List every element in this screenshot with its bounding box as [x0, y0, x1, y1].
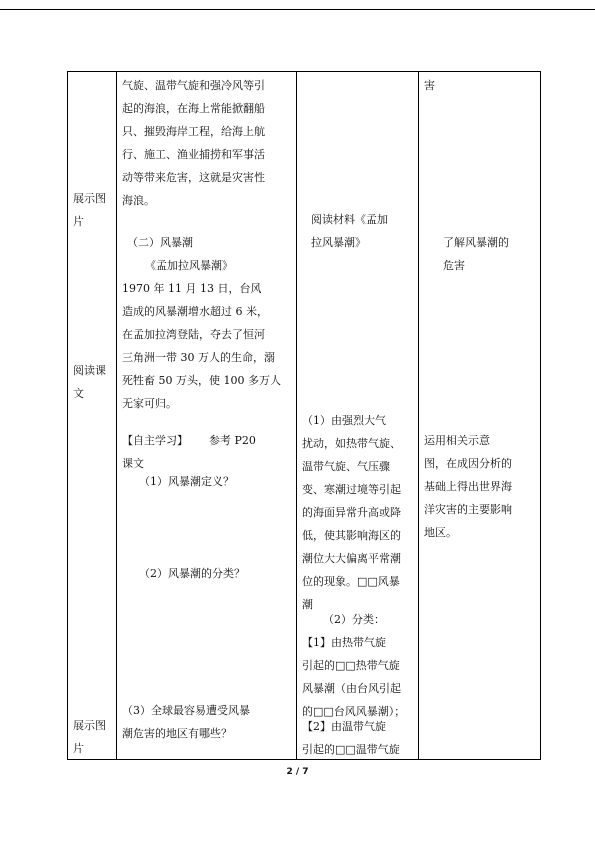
label-show-image-1: 展示图 片: [73, 192, 106, 228]
self-study-prompt: 【自主学习】 参考 P20 课文: [122, 434, 256, 470]
header-rule: [0, 9, 595, 10]
column-content: [117, 72, 297, 760]
label-read-text: 阅读课 文: [73, 364, 106, 400]
lesson-table: [67, 71, 541, 760]
question-3: （3）全球最容易遭受风暴 潮危害的地区有哪些？: [122, 704, 250, 740]
column-goal: [419, 72, 541, 760]
goal-understand-hazard: 了解风暴潮的 危害: [443, 236, 509, 272]
case-title: 《孟加拉风暴潮》: [145, 259, 233, 272]
reading-material: 阅读材料《孟加 拉风暴潮》: [311, 213, 388, 249]
question-1: （1）风暴潮定义？: [139, 475, 234, 488]
goal-fragment: 害: [424, 79, 435, 92]
case-paragraph: 1970 年 11 月 13 日，台风 造成的风暴潮增水超过 6 米， 在孟加拉湾登陆，夺去了恒河 三角洲一带 30 万人的生命，溺 死牲畜 50 万头，使 100 多万人 无家可归。: [122, 282, 281, 410]
wave-hazard-paragraph: 气旋、温带气旋和强冷风等引 起的海浪，在海上常能掀翻船 只、摧毁海岸工程，给海上航 行、施工、渔业捕捞和军事活 动等带来危害，这就是灾害性 海浪。: [122, 79, 265, 207]
classification-tropical: 【1】由热带气旋 引起的□□热带气旋 风暴潮（由台风引起 的□□台风风暴潮）；: [302, 636, 406, 718]
classification-temperate: 【2】由温带气旋 引起的□□温带气旋: [302, 720, 400, 756]
section-heading-storm-surge: （二）风暴潮: [127, 236, 193, 249]
storm-surge-definition: （1）由强烈大气 扰动，如热带气旋、 温带气旋、气压骤 变、寒潮过境等引起 的海面异常升高或降 低，使其影响海区的 潮位大大偏离平常潮 位的现象。□□风暴 潮: [302, 414, 401, 611]
column-student-activity: [297, 72, 419, 760]
column-activity: [68, 72, 117, 760]
label-show-image-2: 展示图 片: [73, 719, 106, 755]
classification-heading: （2）分类：: [323, 613, 385, 626]
table-row: [68, 72, 541, 760]
question-2: （2）风暴潮的分类？: [139, 567, 245, 580]
page-number: 2 / 7: [286, 767, 309, 777]
goal-analysis: 运用相关示意 图，在成因分析的 基础上得出世界海 洋灾害的主要影响 地区。: [424, 434, 512, 539]
